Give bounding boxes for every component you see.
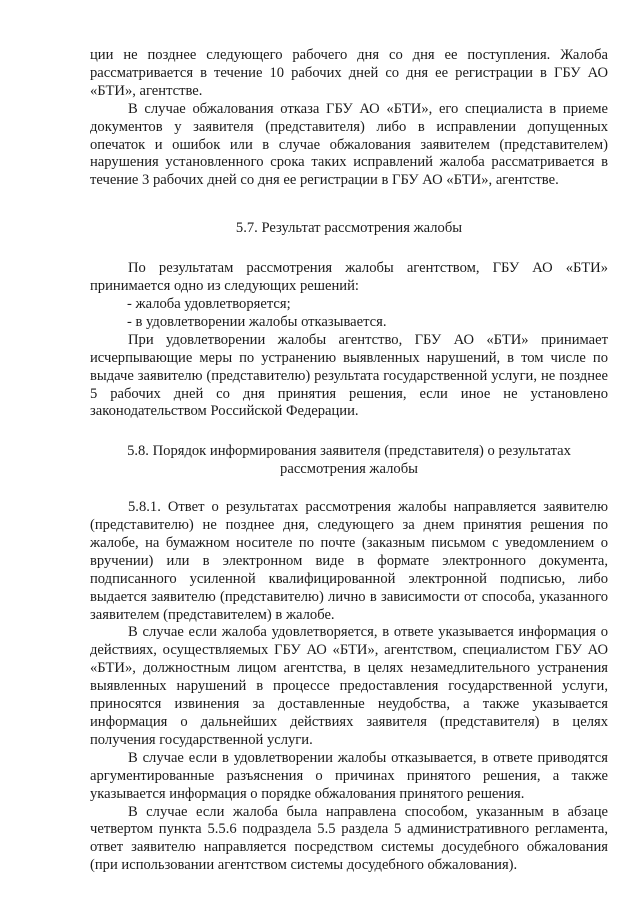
paragraph: При удовлетворении жалобы агентство, ГБУ АО «БТИ» принимает исчерпывающие меры по устранению выявленных нарушений, в том числе по выдаче заявителю (представителю) результата государственной услуги, не позднее 5 рабочих дней со дня принятия решения, если иное не установлено законодательством Российской Федерации. (90, 331, 608, 420)
paragraph: По результатам рассмотрения жалобы агентством, ГБУ АО «БТИ» принимается одно из следующих решений: (90, 260, 608, 295)
list-item: - в удовлетворении жалобы отказывается. (127, 313, 387, 330)
paragraph: 5.8.1. Ответ о результатах рассмотрения жалобы направляется заявителю (представителю) не позднее дня, следующего за днем принятия решения по жалобе, на бумажном носителе по почте (заказным письмом с уведомлением о вручении) или в электронном виде в формате электронного документа, подписанного усиленной квалифицированной электронной подписью, либо выдается заявителю (представителю) лично в зависимости от способа, указанного заявителем (представителем) в жалобе. (90, 499, 608, 623)
paragraph: В случае обжалования отказа ГБУ АО «БТИ», его специалиста в приеме документов у заявителя (представителя) либо в исправлении допущенных опечаток и ошибок или в случае обжалования заявителем (представителем) нарушения установленного срока таких исправлений жалоба рассматривается в течение 3 рабочих дней со дня ее регистрации в ГБУ АО «БТИ», агентстве. (90, 100, 608, 189)
paragraph: ции не позднее следующего рабочего дня со дня ее поступления. Жалоба рассматривается в течение 10 рабочих дней со дня ее регистрации в ГБУ АО «БТИ», агентстве. (90, 47, 608, 99)
section-heading-5-8: 5.8. Порядок информирования заявителя (представителя) о результатах рассмотрения жалобы (127, 443, 571, 478)
paragraph: В случае если в удовлетворении жалобы отказывается, в ответе приводятся аргументированные разъяснения о причинах принятого решения, а также указывается информация о порядке обжалования принятого решения. (90, 749, 608, 802)
paragraph: В случае если жалоба удовлетворяется, в ответе указывается информация о действиях, осуществляемых ГБУ АО «БТИ», агентством, специалистом ГБУ АО «БТИ», должностным лицом агентства, в целях незамедлительного устранения выявленных нарушений в процессе предоставления государственной услуги, приносятся извинения за доставленные неудобства, а также указывается информация о дальнейших действиях заявителя (представителя) в целях получения государственной услуги. (90, 624, 608, 748)
section-heading-5-7: 5.7. Результат рассмотрения жалобы (235, 220, 463, 237)
document-page (90, 47, 608, 875)
paragraph: В случае если жалоба была направлена способом, указанным в абзаце четвертом пункта 5.5.6 подраздела 5.5 раздела 5 административного регламента, ответ заявителю направляется посредством системы досудебного обжалования (при использовании агентством системы досудебного обжалования). (90, 803, 608, 874)
list-item: - жалоба удовлетворяется; (127, 295, 291, 312)
